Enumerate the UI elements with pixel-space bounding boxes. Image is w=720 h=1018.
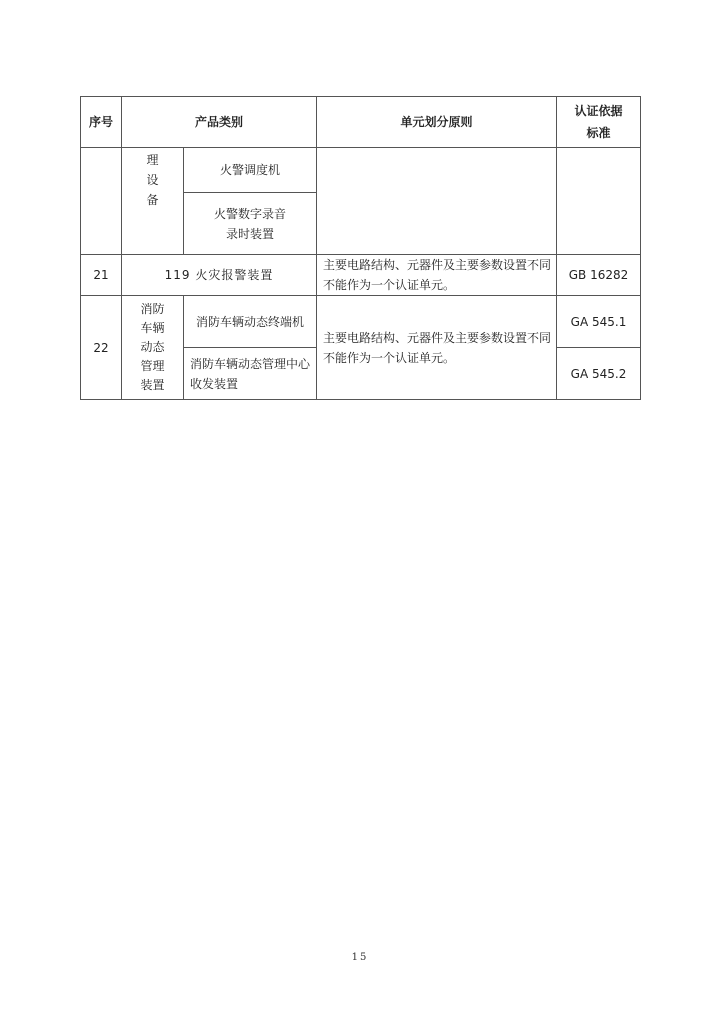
cont-seq-cell bbox=[81, 148, 122, 255]
row22-item1: 消防车辆动态终端机 bbox=[184, 296, 317, 348]
row22-group-line: 车辆 bbox=[140, 321, 165, 335]
header-category: 产品类别 bbox=[122, 97, 317, 148]
row21-category: 119 火灾报警装置 bbox=[122, 255, 317, 296]
table-row bbox=[81, 255, 641, 296]
product-table bbox=[80, 96, 641, 400]
cont-item1: 火警调度机 bbox=[184, 148, 317, 193]
header-standard-line2: 标准 bbox=[586, 126, 611, 140]
row22-group-cell bbox=[122, 296, 184, 400]
cont-item2-line2: 录时装置 bbox=[226, 226, 275, 241]
cont-group-char: 设 bbox=[146, 173, 159, 187]
cont-standard-cell bbox=[557, 148, 641, 255]
header-row bbox=[81, 97, 641, 148]
cont-item2-line1: 火警数字录音 bbox=[214, 206, 287, 221]
cont-item2 bbox=[184, 193, 317, 255]
row22-group-line: 消防 bbox=[140, 302, 165, 316]
table-row bbox=[81, 148, 641, 193]
row22-group-line: 装置 bbox=[140, 378, 165, 392]
header-principle: 单元划分原则 bbox=[317, 97, 557, 148]
row21-standard: GB 16282 bbox=[557, 255, 641, 296]
cont-group-char: 理 bbox=[146, 153, 159, 167]
cont-group-char: 备 bbox=[146, 193, 159, 207]
page-number: 15 bbox=[351, 952, 369, 963]
row22-standard1: GA 545.1 bbox=[557, 296, 641, 348]
row22-item2: 消防车辆动态管理中心收发装置 bbox=[184, 348, 317, 400]
header-standard bbox=[557, 97, 641, 148]
table-row bbox=[81, 296, 641, 348]
cont-principle-cell bbox=[317, 148, 557, 255]
row22-seq: 22 bbox=[81, 296, 122, 400]
row21-seq: 21 bbox=[81, 255, 122, 296]
row22-group-line: 管理 bbox=[140, 359, 165, 373]
row22-standard2: GA 545.2 bbox=[557, 348, 641, 400]
header-standard-line1: 认证依据 bbox=[574, 104, 623, 118]
row22-group-line: 动态 bbox=[140, 340, 165, 354]
row21-principle: 主要电路结构、元器件及主要参数设置不同不能作为一个认证单元。 bbox=[317, 255, 557, 296]
header-seq: 序号 bbox=[81, 97, 122, 148]
row22-principle: 主要电路结构、元器件及主要参数设置不同不能作为一个认证单元。 bbox=[317, 296, 557, 400]
cont-group-cell bbox=[122, 148, 184, 255]
